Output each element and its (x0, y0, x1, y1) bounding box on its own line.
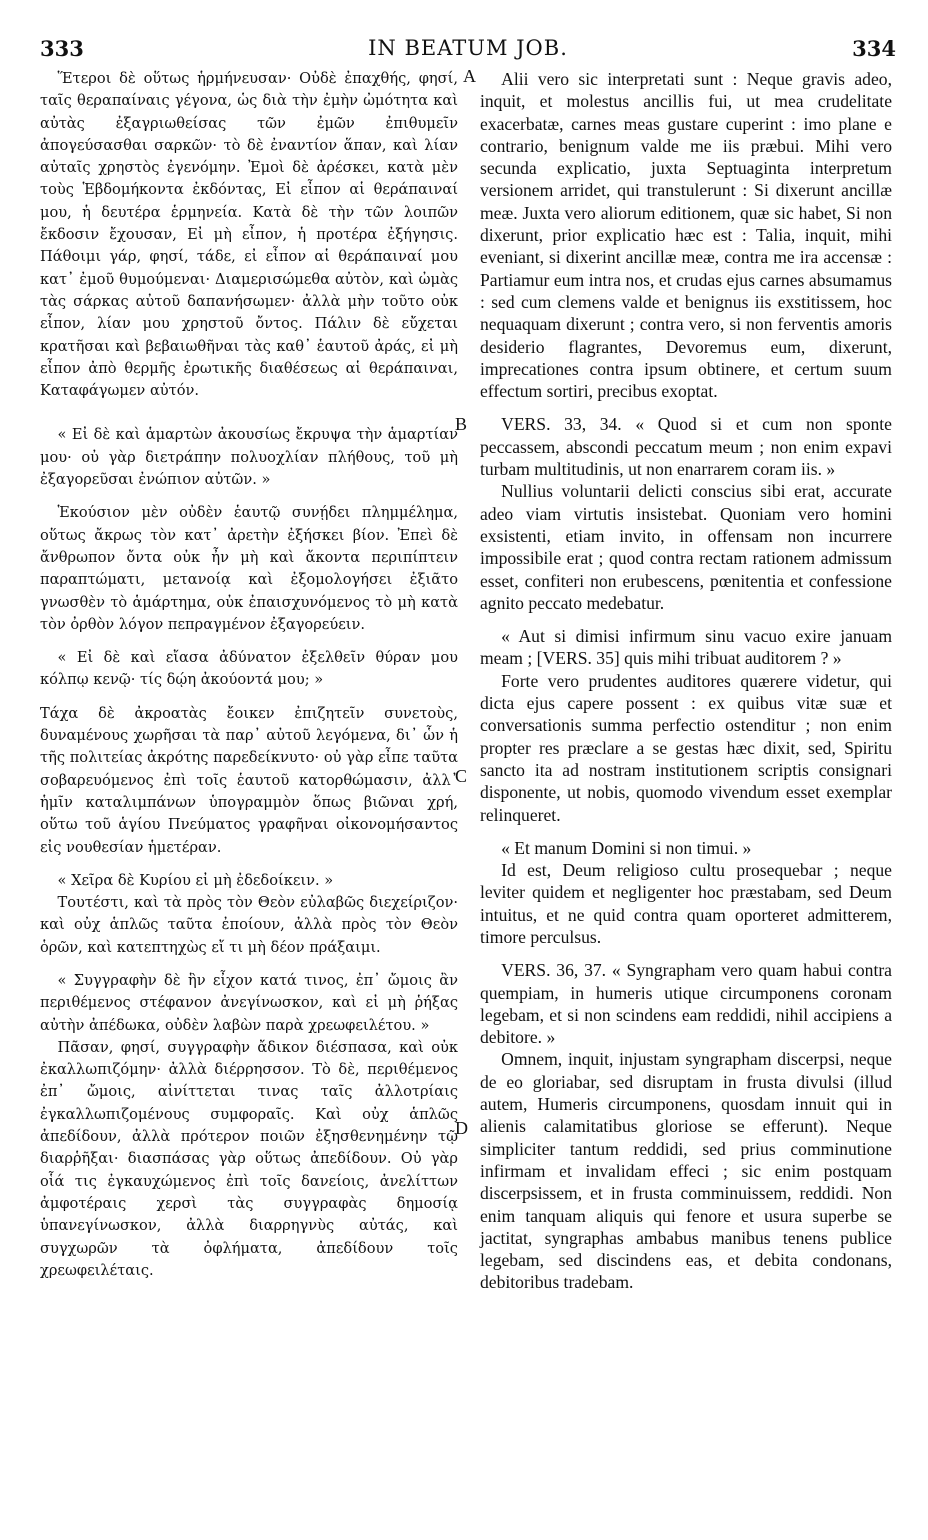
latin-paragraph: Forte vero prudentes auditores quærere videtur, qui dicta ejus capere possent : ex quibus vitæ suæ et conversationis summa perfectio ostenditur ; non enim propter res præclare a se gestas hæc dixit, sed, Spiritu sancto ita ad nostram institutionem scriptis consignari disponente, ut nobis, quomodo vivendum esset exemplar relinqueret. (480, 670, 892, 825)
latin-paragraph: Id est, Deum religioso cultu prosequebar ; neque leviter quidem et negligenter hoc præstabam, sed Deum intuitus, et ne quid contra quam oporteret admitterem, timore perculsus. (480, 860, 892, 947)
greek-paragraph: Πᾶσαν, φησί, συγγραφὴν ἄδικον διέσπασα, καὶ οὐκ ἐκαλλωπιζόμην· ἀλλὰ διέρρησσον. Τὸ δὲ, περιθέμενος ἐπ᾽ ὤμοις, αἰνίττεται τινας ταῖς ἀλλοτρίαις ἐγκαλλωπιζομένους συμφοραῖς. Καὶ οὐχ ἁπλῶς ἀπεδίδουν, ἀλλὰ πρότερον ποιῶν ἐξησθενημένην τῷ διαρῥῆξαι· διασπάσας γὰρ οὕτως ἀπεδίδουν. Οὐ γὰρ οἷά τις ἐγκαυχώμενος ἐπὶ τοῖς δανείοις, ἀνελίττων ἀμφοτέραις χερσὶ τὰς συγγραφὰς δημοσίᾳ ὑπανεγίνωσκον, ἀλλὰ διαρρηγνὺς αὐτάς, καὶ συγχωρῶν τὰ ὀφλήματα, ἀπεδίδουν τοῖς χρεωφειλέταις. (40, 1038, 458, 1279)
latin-column (480, 68, 892, 1294)
latin-paragraph: Omnem, inquit, injustam syngrapham discerpsi, neque de eo gloriabar, sed disruptam in frusta divulsi (illud autem, Humeris circumponens, quosdam innuit qui in alienis calamitatibus gloriose se efferunt). Neque simpliciter tantum reddidi, sed prius comminutione infirmam et invalidam effeci ; sic enim postquam discerpsissem, et in frusta comminuissem, reddidi. Non enim tanquam aliquis qui fenore et usura superbe se jactitat, syngraphas ambabus manibus tenens publice legebam, sed discindens eas, et debita condonans, debitoribus tradebam. (480, 1049, 892, 1293)
latin-verse-quote: VERS. 36, 37. « Syngrapham vero quam habui contra quempiam, in humeris utique circumponens coronam legebam, et si non scindens eam reddidi, nihil accipiens a debitore. » (480, 960, 892, 1048)
greek-paragraph: Ἑκούσιον μὲν οὐδὲν ἑαυτῷ συνῄδει πλημμέλημα, οὕτως ἄκρως τὸν κατ᾽ ἀρετὴν ἐξήσκει βίον. Ἐπεὶ δὲ ἄνθρωπον ὄντα οὐκ ἦν μὴ καὶ ἄκοντα περιπίπτειν παραπτώματι, μετανοίᾳ καὶ ἐξομολογήσει ἐξιᾶτο γνωσθὲν τὸ ἁμάρτημα, οὐκ ἐπαισχυνόμενος τὸ μὴ κατὰ τὸν ὀρθὸν λόγον πεπραγμένον ἐξαγορεύειν. (40, 504, 458, 633)
latin-verse-quote: VERS. 33, 34. « Quod si et cum non sponte peccassem, abscondi peccatum meum ; non enim expavi turbam multitudinis, ut non enarrarem coram iis. » (480, 414, 892, 480)
greek-paragraph: Ἕτεροι δὲ οὕτως ἡρμήνευσαν· Οὐδὲ ἐπαχθής, φησί, ταῖς θεραπαίναις γέγονα, ὡς διὰ τὴν ἐμὴν ὠμότητα καὶ αὐτὰς ἐξαγριωθείσας τῶν ἐμῶν ἐπιθυμεῖν ἀπογεύσασθαι σαρκῶν· τὸ δὲ ἐναντίον ἅπαν, καὶ λίαν αὐταῖς χρηστὸς ἐγενόμην. Ἐμοὶ δὲ ἀρέσκει, κατὰ μὲν τοὺς Ἑβδομήκοντα ἐκδόντας, Εἰ εἶπον αἱ θεράπαιναί μου, ἡ δευτέρα ἑρμηνεία. Κατὰ δὲ τὴν τῶν λοιπῶν ἔκδοσιν ἔχουσαν, Εἰ μὴ εἶπον, ἡ προτέρα ἐξήγησις. Πάθοιμι γάρ, φησί, τάδε, εἰ εἶπον αἱ θεράπαιναί μου κατ᾽ ἐμοῦ θυμούμεναι· Διαμερισώμεθα αὐτὸν, καὶ ὠμὰς τὰς σάρκας αὐτοῦ δαπανήσωμεν· ἀλλὰ μὴν τοῦτο οὐκ εἶπον, λίαν μου χρηστοῦ ὄντος. Πάλιν δὲ εὔχεται κρατῆσαι καὶ βεβαιωθῆναι τὰς καθ᾽ ἑαυτοῦ ἀράς, εἰ μὴ εἶπον ἀπὸ θερμῆς ἐρωτικῆς διαθέσεως αἱ θεράπαιναι, Καταφάγωμεν αὐτόν. (40, 70, 458, 400)
margin-letter-a: A (463, 66, 476, 86)
greek-verse-quote: « Εἰ δὲ καὶ ἁμαρτὼν ἀκουσίως ἔκρυψα τὴν ἁμαρτίαν μου· οὐ γὰρ διετράπην πολυοχλίαν πλήθους, τοῦ μὴ ἐξαγορεῦσαι ἐνώπιον αὐτῶν. » (40, 426, 458, 489)
greek-paragraph: Τάχα δὲ ἀκροατὰς ἔοικεν ἐπιζητεῖν συνετοὺς, δυναμένους χωρῆσαι τὰ παρ᾽ αὐτοῦ λεγόμενα, δι᾽ ὧν ἡ τῆς πολιτείας ἀκρότης παρεδείκνυτο· οὐ γὰρ εἶπε ταῦτα σοβαρευόμενος ἐπὶ τοῖς ἑαυτοῦ κατορθώμασιν, ἀλλ᾽ ἡμῖν καταλιμπάνων ὑπογραμμὸν ὅπως βιῶναι χρή, οὕτω τοῦ ἁγίου Πνεύματος γραφῆναι οἰκονομήσαντος εἰς νουθεσίαν ἡμετέραν. (40, 704, 458, 856)
margin-letter-c: C (455, 766, 468, 786)
margin-letter-b: B (455, 414, 468, 434)
right-page-number: 334 (852, 36, 896, 61)
greek-verse-quote: « Συγγραφὴν δὲ ἣν εἶχον κατά τινος, ἐπ᾽ ὤμοις ἂν περιθέμενος στέφανον ἀνεγίνωσκον, καὶ εἰ μὴ ῥήξας αὐτὴν ἀπέδωκα, οὐδὲν λαβὼν παρὰ χρεωφειλέτου. » (40, 971, 458, 1034)
greek-column (40, 68, 458, 1282)
margin-letter-d: D (455, 1118, 468, 1138)
greek-verse-quote: « Χεῖρα δὲ Κυρίου εἰ μὴ ἐδεδοίκειν. » (57, 871, 334, 889)
latin-paragraph: Nullius voluntarii delicti conscius sibi erat, accurate adeo viam virtutis insistebat. Quoniam vero homini exsistenti, etiam invito, in offensam non incurrere impossibile erat ; quod contra rectam rationem admissum esset, confiteri non erubescens, pœnitentia et confessione agnito peccato medebatur. (480, 481, 892, 613)
greek-verse-quote: « Εἰ δὲ καὶ εἴασα ἀδύνατον ἐξελθεῖν θύραν μου κόλπῳ κενῷ· τίς δῴη ἀκούοντά μου; » (40, 649, 458, 689)
running-title: IN BEATUM JOB. (368, 36, 568, 60)
latin-verse-quote: « Aut si dimisi infirmum sinu vacuo exire januam meam ; [VERS. 35] quis mihi tribuat auditorem ? » (480, 626, 892, 669)
page-header (40, 36, 896, 64)
latin-verse-quote: « Et manum Domini si non timui. » (501, 837, 752, 858)
latin-paragraph: Alii vero sic interpretati sunt : Neque gravis adeo, inquit, et molestus ancillis fui, ut mea crudelitate exacerbatæ, carnes meas gustare cuperint : imo plane e contrario, benignum valde me iis præbui. Mihi vero secunda explicatio, juxta Septuaginta interpretum versionem arridet, qui transtulerunt : Si dixerunt ancillæ meæ. Juxta vero aliorum editionem, quæ sic habet, Si non dixerunt, prior explicatio hæc est : Talia, inquit, mihi eveniant, si dixerint ancillæ meæ, contra me ira accensæ : Partiamur eum intra nos, et crudas ejus carnes absumamus : sed cum clemens valde et benignus iis exstitissem, hoc nequaquam dixerunt ; contra vero, si non ferventis amoris desiderio flagrantes, Devoremus eum, dixerunt, imprecationes contra ipsum obtinere, et certum suum effectum sortiri, precibus exoptat. (480, 69, 892, 402)
greek-paragraph: Τουτέστι, καὶ τὰ πρὸς τὸν Θεὸν εὐλαβῶς διεχείριζον· καὶ οὐχ ἁπλῶς ταῦτα ἐποίουν, ἀλλὰ πρὸς τὸν Θεὸν ὁρῶν, καὶ κατεπτηχὼς εἴ τι μὴ δέον πράξαιμι. (40, 894, 458, 956)
left-page-number: 333 (40, 36, 84, 61)
